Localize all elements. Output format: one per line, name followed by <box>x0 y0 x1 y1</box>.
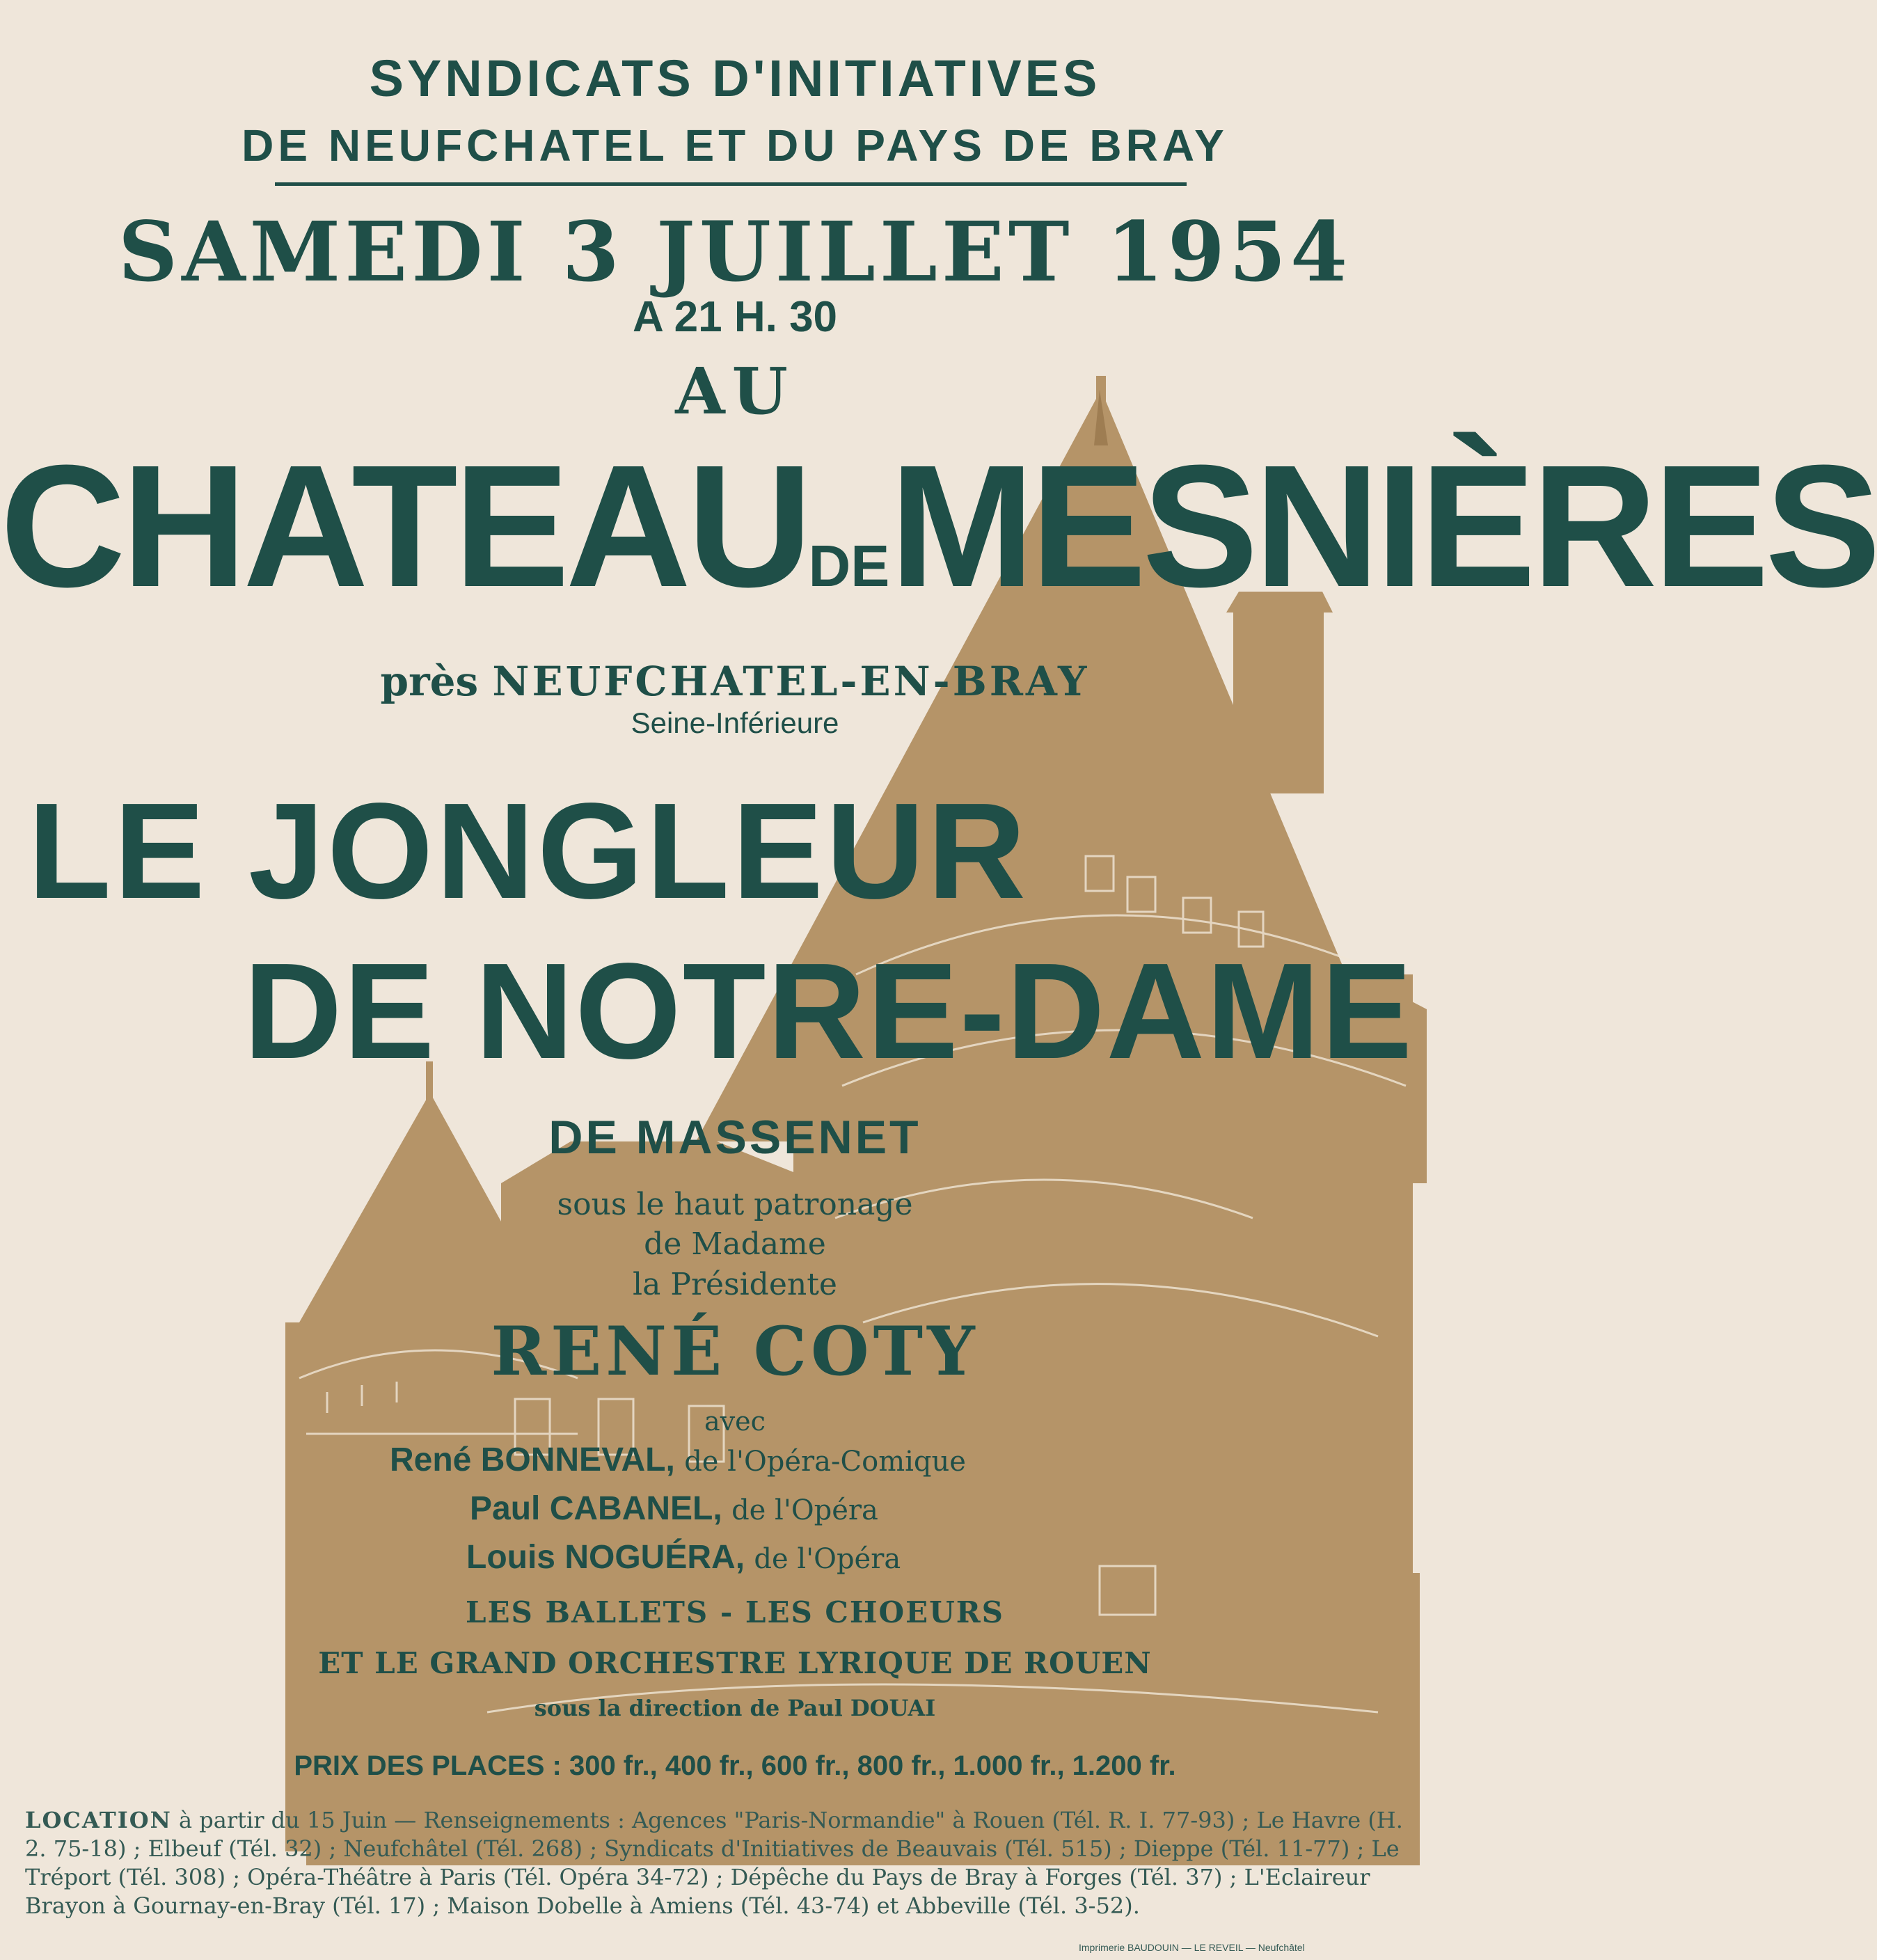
organizer-line1: SYNDICATS D'INITIATIVES <box>369 49 1101 107</box>
region-label: Seine-Inférieure <box>631 706 839 739</box>
avec-label: avec <box>704 1406 766 1437</box>
ensembles-label: LES BALLETS - LES CHOEURS <box>466 1595 1004 1629</box>
performer-row <box>466 1538 901 1576</box>
venue-location <box>0 658 1470 705</box>
patronage-line2: de Madame <box>644 1226 826 1262</box>
ticket-prices: PRIX DES PLACES : 300 fr., 400 fr., 600 fr., 800 fr., 1.000 fr., 1.200 fr. <box>294 1750 1176 1781</box>
booking-label: LOCATION <box>25 1807 172 1833</box>
direction-label: sous la direction de Paul DOUAI <box>534 1695 936 1721</box>
header-divider <box>275 182 1187 186</box>
organizer-line2: DE NEUFCHATEL ET DU PAYS DE BRAY <box>241 120 1228 171</box>
booking-info <box>25 1806 1424 1920</box>
venue-part2: MESNIÈRES <box>889 429 1877 623</box>
performer-row <box>390 1441 966 1479</box>
performer-last: CABANEL, <box>549 1490 722 1527</box>
town-label: NEUFCHATEL-EN-BRAY <box>492 658 1090 705</box>
venue-part1: CHATEAU <box>0 429 809 623</box>
performer-first: Louis <box>466 1539 555 1576</box>
performer-last: BONNEVAL, <box>480 1441 675 1478</box>
au-label: AU <box>675 354 795 429</box>
patronage-line1: sous le haut patronage <box>557 1187 913 1222</box>
performer-house: de l'Opéra <box>754 1543 901 1575</box>
performer-last: NOGUÉRA, <box>564 1539 745 1576</box>
performer-first: Paul <box>470 1490 541 1527</box>
orchestra-label: ET LE GRAND ORCHESTRE LYRIQUE DE ROUEN <box>318 1646 1152 1680</box>
venue-title <box>0 426 1877 626</box>
venue-de: DE <box>808 533 890 599</box>
event-time: A 21 H. 30 <box>632 293 838 341</box>
composer-label: DE MASSENET <box>548 1111 921 1164</box>
patron-name: RENÉ COTY <box>491 1312 979 1391</box>
opera-title-line1: LE JONGLEUR <box>28 775 1029 927</box>
performer-first: René <box>390 1441 472 1478</box>
event-date: SAMEDI 3 JUILLET 1954 <box>118 203 1352 300</box>
patronage-line3: la Présidente <box>633 1267 837 1302</box>
booking-text: à partir du 15 Juin — Renseignements : Agences "Paris-Normandie" à Rouen (Tél. R. I. 77-93) ; Le Havre (H. 2. 75-18) ; Elbeuf (Tél. 32) ; Neufchâtel (Tél. 268) ; Syndicats d'Initiatives de Beauvais (Tél. 515) ; Dieppe (Tél. 11-77) ; Le Tréport (Tél. 308) ; Opéra-Théâtre à Paris (Tél. Opéra 34-72) ; Dépêche du Pays de Bray à Forges (Tél. 37) ; L'Eclaireur Brayon à Gournay-en-Bray (Tél. 17) ; Maison Dobelle à Amiens (Tél. 43-74) et Abbeville (Tél. 3-52). <box>25 1807 1403 1919</box>
printer-credit: Imprimerie BAUDOUIN — LE REVEIL — Neufchâtel <box>1079 1942 1305 1953</box>
pres-label: près <box>380 658 479 705</box>
performer-row <box>470 1489 878 1528</box>
performer-house: de l'Opéra-Comique <box>684 1446 966 1478</box>
performer-house: de l'Opéra <box>731 1494 878 1526</box>
opera-title-line2: DE NOTRE-DAME <box>244 935 1414 1087</box>
